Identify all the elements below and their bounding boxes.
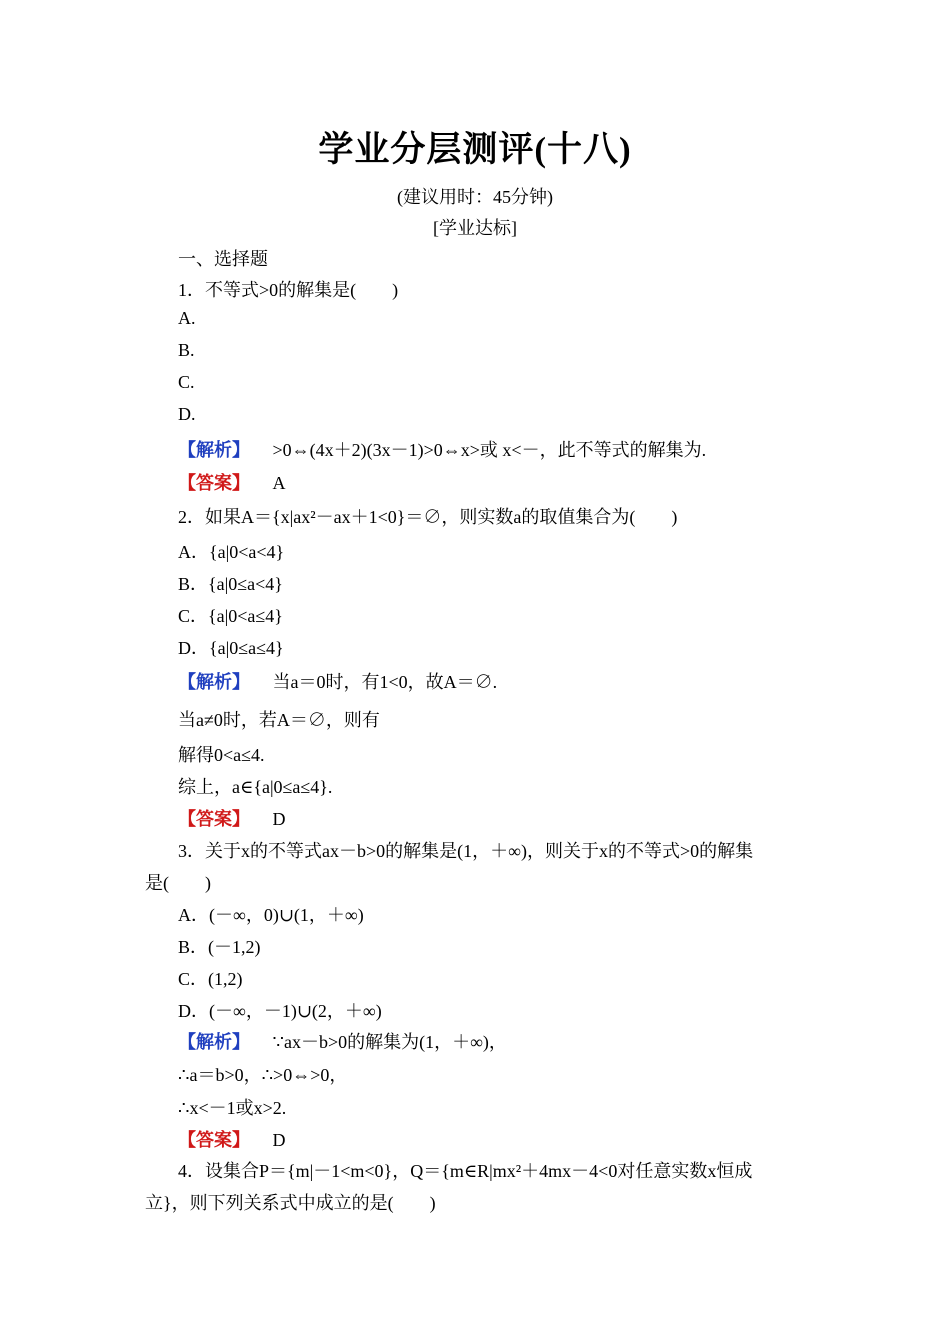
question-4-stem-cont: 立}，则下列关系式中成立的是( ) <box>145 1193 436 1213</box>
q3-option-b: B．(－1,2) <box>178 937 261 957</box>
section-heading: [学业达标] <box>433 218 517 238</box>
time-note: (建议用时：45分钟) <box>397 187 553 207</box>
question-3-stem: 3．关于x的不等式ax－b>0的解集是(1，＋∞)，则关于x的不等式>0的解集 <box>178 841 754 861</box>
q3-analysis-line: ∵ax－b>0的解集为(1，＋∞)， <box>272 1032 507 1052</box>
question-2-stem: 2．如果A＝{x|ax²－ax＋1<0}＝∅，则实数a的取值集合为( ) <box>178 507 678 527</box>
q1-option-b: B. <box>178 340 195 360</box>
q2-analysis-line: 解得0<a≤4. <box>178 745 265 765</box>
q2-analysis-line: 当a＝0时，有1<0，故A＝∅. <box>272 672 498 692</box>
q1-answer: A <box>272 473 286 493</box>
part-heading: 一、选择题 <box>178 249 268 269</box>
q1-option-d: D. <box>178 404 196 424</box>
q1-option-a: A. <box>178 308 196 328</box>
q1-answer-label: 【答案】 <box>178 473 250 493</box>
q2-analysis-line: 当a≠0时，若A＝∅，则有 <box>178 710 380 730</box>
q3-option-c: C．(1,2) <box>178 969 243 989</box>
q2-option-b: B．{a|0≤a<4} <box>178 574 283 594</box>
q1-analysis-label: 【解析】 <box>178 440 250 460</box>
q2-analysis-label: 【解析】 <box>178 672 250 692</box>
question-1-stem: 1．不等式>0的解集是( ) <box>178 280 399 300</box>
q2-analysis-line: 综上，a∈{a|0≤a≤4}. <box>178 777 333 797</box>
question-4-stem: 4．设集合P＝{m|－1<m<0}，Q＝{m∈R|mx²＋4mx－4<0对任意实数x恒成 <box>178 1161 753 1181</box>
q3-answer-label: 【答案】 <box>178 1130 250 1150</box>
q1-analysis: >0⇔(4x＋2)(3x－1)>0⇔x>或 x<－，此不等式的解集为. <box>272 440 707 460</box>
q1-option-c: C. <box>178 372 195 392</box>
q3-analysis-line: ∴a＝b>0，∴>0⇔>0， <box>178 1065 348 1085</box>
q2-answer-label: 【答案】 <box>178 809 250 829</box>
q3-answer: D <box>272 1130 286 1150</box>
q3-option-a: A．(－∞，0)∪(1，＋∞) <box>178 905 364 925</box>
q3-analysis-line: ∴x<－1或x>2. <box>178 1098 287 1118</box>
q3-analysis-label: 【解析】 <box>178 1032 250 1052</box>
q2-option-a: A．{a|0<a<4} <box>178 542 285 562</box>
q2-answer: D <box>272 809 286 829</box>
question-3-stem-cont: 是( ) <box>145 873 211 893</box>
q2-option-c: C．{a|0<a≤4} <box>178 606 283 626</box>
q3-option-d: D．(－∞，－1)∪(2，＋∞) <box>178 1001 382 1021</box>
q2-option-d: D．{a|0≤a≤4} <box>178 638 284 658</box>
page-title: 学业分层测评(十八) <box>318 130 632 169</box>
